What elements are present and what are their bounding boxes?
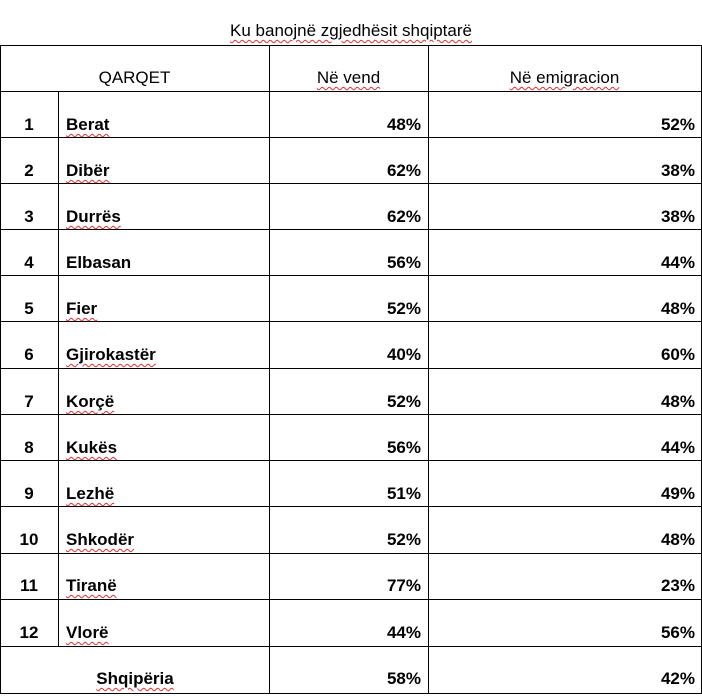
rule-name-col bbox=[269, 45, 270, 694]
row-number: 2 bbox=[24, 161, 34, 180]
abroad-value: 49% bbox=[660, 484, 695, 503]
row-number: 1 bbox=[24, 115, 34, 134]
row-number: 9 bbox=[24, 484, 34, 503]
region-name: Vlorë bbox=[66, 623, 109, 642]
abroad-value: 48% bbox=[660, 392, 695, 411]
rule bbox=[0, 599, 702, 600]
row-number: 12 bbox=[19, 623, 39, 642]
abroad-value: 38% bbox=[660, 161, 695, 180]
home-value: 62% bbox=[386, 161, 421, 180]
home-value: 56% bbox=[386, 253, 421, 272]
region-name: Lezhë bbox=[66, 484, 115, 503]
region-name: Fier bbox=[66, 299, 98, 318]
region-name: Dibër bbox=[66, 161, 110, 180]
region-name: Korçë bbox=[66, 392, 115, 411]
total-home-value: 58% bbox=[386, 669, 421, 688]
home-value: 40% bbox=[386, 345, 421, 364]
rule bbox=[0, 553, 702, 554]
header-abroad: Në emigracion bbox=[509, 68, 620, 87]
rule bbox=[0, 460, 702, 461]
rule bbox=[0, 183, 702, 184]
total-abroad-value: 42% bbox=[660, 669, 695, 688]
row-number: 10 bbox=[19, 530, 39, 549]
rule bbox=[0, 368, 702, 369]
rule bbox=[0, 137, 702, 138]
rule-left bbox=[0, 45, 1, 694]
rule-home-col bbox=[428, 45, 429, 694]
home-value: 52% bbox=[386, 392, 421, 411]
rule bbox=[0, 229, 702, 230]
home-value: 48% bbox=[386, 115, 421, 134]
home-value: 52% bbox=[386, 530, 421, 549]
region-name: Gjirokastër bbox=[66, 345, 156, 364]
rule bbox=[0, 275, 702, 276]
header-region: QARQET bbox=[98, 68, 171, 87]
region-name: Berat bbox=[66, 115, 110, 134]
region-name: Shkodër bbox=[66, 530, 135, 549]
home-value: 51% bbox=[386, 484, 421, 503]
abroad-value: 60% bbox=[660, 345, 695, 364]
abroad-value: 52% bbox=[660, 115, 695, 134]
rule bbox=[0, 506, 702, 507]
row-number: 5 bbox=[24, 299, 34, 318]
abroad-value: 44% bbox=[660, 253, 695, 272]
region-name: Elbasan bbox=[66, 253, 132, 272]
row-number: 4 bbox=[24, 253, 34, 272]
abroad-value: 48% bbox=[660, 530, 695, 549]
row-number: 11 bbox=[20, 576, 38, 595]
region-name: Durrës bbox=[66, 207, 121, 226]
rule bbox=[0, 646, 702, 647]
rule-top bbox=[0, 45, 702, 46]
row-number: 3 bbox=[24, 207, 34, 226]
row-number: 8 bbox=[24, 438, 34, 457]
region-name: Kukës bbox=[66, 438, 118, 457]
home-value: 77% bbox=[386, 576, 421, 595]
header-home: Në vend bbox=[316, 68, 381, 87]
abroad-value: 48% bbox=[660, 299, 695, 318]
abroad-value: 44% bbox=[660, 438, 695, 457]
region-name: Tiranë bbox=[66, 576, 117, 595]
total-label: Shqipëria bbox=[96, 669, 174, 688]
rule-header bbox=[0, 91, 702, 92]
abroad-value: 38% bbox=[660, 207, 695, 226]
home-value: 44% bbox=[386, 623, 421, 642]
rule-bottom bbox=[0, 693, 702, 694]
table-title: Ku banojnë zgjedhësit shqiptarë bbox=[230, 21, 472, 40]
row-number: 7 bbox=[24, 392, 34, 411]
abroad-value: 56% bbox=[660, 623, 695, 642]
home-value: 62% bbox=[386, 207, 421, 226]
rule bbox=[0, 414, 702, 415]
row-number: 6 bbox=[24, 345, 34, 364]
rule bbox=[0, 321, 702, 322]
abroad-value: 23% bbox=[660, 576, 695, 595]
rule-num-col bbox=[58, 91, 59, 647]
home-value: 52% bbox=[386, 299, 421, 318]
home-value: 56% bbox=[386, 438, 421, 457]
